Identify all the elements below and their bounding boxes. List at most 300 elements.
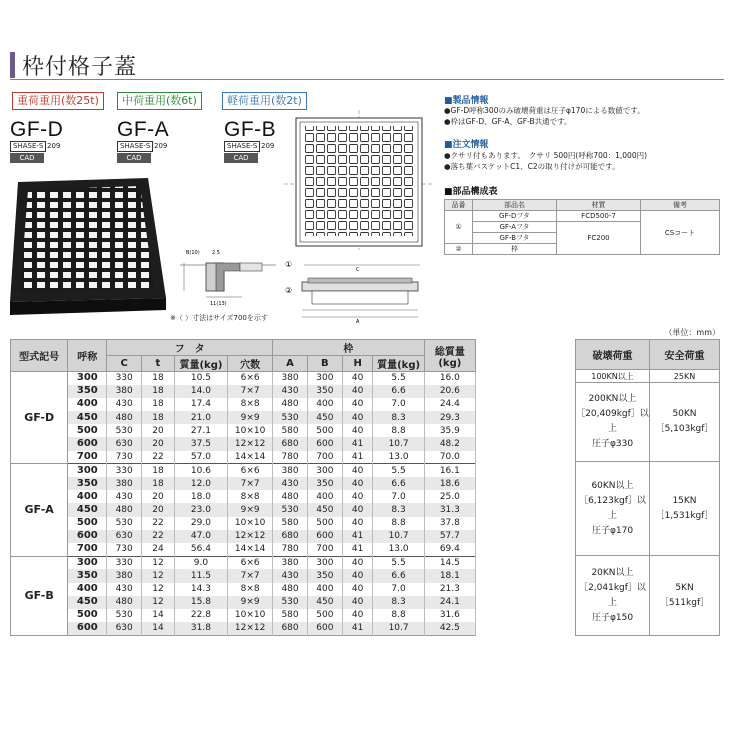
model-name-gfd: GF-D [10, 118, 64, 141]
table-cell: 680 [273, 530, 308, 543]
table-cell: 530 [273, 596, 308, 609]
table-cell: 12×12 [228, 437, 273, 450]
model-cell: GF-A [11, 464, 68, 556]
shase-number: 209 [47, 142, 61, 150]
table-cell: 12 [142, 569, 175, 582]
table-cell: 400 [307, 490, 342, 503]
break-load-gfb: 20KN以上 ［2,041kgf］以上 圧子φ150 [576, 556, 650, 636]
table-cell: 330 [107, 372, 142, 385]
table-row [11, 490, 476, 503]
table-cell: 500 [68, 424, 107, 437]
safe-load-gfd: 50KN ［5,103kgf］ [650, 383, 720, 462]
cad-badge: CAD [224, 153, 258, 163]
table-cell: 7×7 [228, 477, 273, 490]
parts-header: 材質 [557, 200, 641, 211]
table-cell: 40 [342, 569, 373, 582]
table-row [11, 583, 476, 596]
table-cell: 41 [342, 451, 373, 464]
table-cell: 530 [107, 424, 142, 437]
table-cell: 700 [307, 451, 342, 464]
table-cell: 40 [342, 372, 373, 385]
table-cell: 23.0 [174, 503, 227, 516]
table-cell: 41 [342, 543, 373, 556]
table-cell: 40 [342, 398, 373, 411]
table-cell: 500 [307, 609, 342, 622]
table-cell: 40 [342, 424, 373, 437]
table-cell: 450 [307, 411, 342, 424]
table-cell: 580 [273, 609, 308, 622]
table-cell: 6×6 [228, 556, 273, 569]
table-cell: 400 [68, 490, 107, 503]
title-accent-bar [10, 52, 15, 78]
table-cell: 22 [142, 517, 175, 530]
table-cell: 600 [68, 437, 107, 450]
table-cell: 380 [107, 477, 142, 490]
safe-load-300: 25KN [650, 370, 720, 383]
table-cell: 18.6 [424, 477, 475, 490]
table-cell: 47.0 [174, 530, 227, 543]
table-cell: 18 [142, 385, 175, 398]
col-lid: フ タ [107, 340, 273, 356]
table-cell: 21.0 [174, 411, 227, 424]
table-cell: 330 [107, 464, 142, 477]
table-cell: 380 [107, 569, 142, 582]
table-cell: 480 [107, 503, 142, 516]
table-cell: 430 [273, 569, 308, 582]
col-t: t [142, 356, 175, 372]
table-cell: 430 [107, 398, 142, 411]
table-cell: 430 [273, 385, 308, 398]
table-cell: 630 [107, 437, 142, 450]
table-cell: 12 [142, 583, 175, 596]
table-cell: 350 [68, 477, 107, 490]
tag-heavy-load: 重荷重用(数25t) [12, 92, 104, 110]
table-cell: 400 [68, 398, 107, 411]
model-name-gfa: GF-A [117, 118, 170, 141]
table-cell: 7×7 [228, 385, 273, 398]
table-cell: 350 [68, 569, 107, 582]
col-h: H [342, 356, 373, 372]
tag-medium-load: 中荷重用(数6t) [117, 92, 202, 110]
parts-header: 部品名 [473, 200, 557, 211]
drawing-note: ※（ ）寸法はサイズ700を示す [170, 314, 268, 322]
table-cell: 20 [142, 424, 175, 437]
table-cell: 31.6 [424, 609, 475, 622]
shase-badge: SHASE-S [10, 141, 46, 152]
parts-name: GF-Dフタ [473, 211, 557, 222]
table-cell: 600 [68, 530, 107, 543]
table-cell: 530 [273, 503, 308, 516]
table-cell: 20 [142, 437, 175, 450]
table-cell: 600 [307, 437, 342, 450]
parts-header: 品番 [445, 200, 473, 211]
table-row [11, 543, 476, 556]
table-cell: 530 [273, 411, 308, 424]
break-load-gfd: 200KN以上 ［20,409kgf］以上 圧子φ330 [576, 383, 650, 462]
table-cell: 400 [307, 398, 342, 411]
product-info-heading: ■製品情報 [444, 96, 489, 106]
table-cell: 10.7 [373, 437, 424, 450]
parts-table [444, 199, 720, 255]
table-row [11, 530, 476, 543]
col-lid-mass: 質量(kg) [174, 356, 227, 372]
table-cell: 530 [107, 609, 142, 622]
table-cell: 40 [342, 411, 373, 424]
table-cell: 31.8 [174, 622, 227, 635]
table-row [11, 437, 476, 450]
dim-label-b: B(10) [186, 250, 200, 256]
table-cell: 380 [273, 372, 308, 385]
table-cell: 700 [68, 451, 107, 464]
table-cell: 630 [107, 530, 142, 543]
table-cell: 450 [307, 503, 342, 516]
table-cell: 57.7 [424, 530, 475, 543]
parts-heading: ■部品構成表 [444, 187, 498, 197]
table-row [11, 609, 476, 622]
table-cell: 69.4 [424, 543, 475, 556]
col-total-unit: (kg) [438, 357, 462, 369]
table-cell: 8.3 [373, 596, 424, 609]
table-cell: 40 [342, 556, 373, 569]
parts-header: 備考 [641, 200, 720, 211]
table-cell: 10.6 [174, 464, 227, 477]
table-cell: 20 [142, 503, 175, 516]
col-holes: 穴数 [228, 356, 273, 372]
col-frame: 枠 [273, 340, 425, 356]
table-cell: 500 [68, 609, 107, 622]
col-safe-load: 安全荷重 [650, 340, 720, 370]
table-cell: 12×12 [228, 530, 273, 543]
table-cell: 8.3 [373, 411, 424, 424]
table-cell: 400 [307, 583, 342, 596]
table-cell: 480 [273, 583, 308, 596]
table-cell: 350 [68, 385, 107, 398]
table-cell: 9.0 [174, 556, 227, 569]
table-cell: 330 [107, 556, 142, 569]
table-row [11, 451, 476, 464]
cad-badge: CAD [117, 153, 151, 163]
table-cell: 300 [68, 464, 107, 477]
table-cell: 7.0 [373, 583, 424, 596]
spec-table [10, 339, 476, 636]
parts-material: FC200 [557, 222, 641, 255]
table-cell: 40 [342, 385, 373, 398]
table-cell: 40 [342, 503, 373, 516]
table-row [11, 517, 476, 530]
model-name-gfb: GF-B [224, 118, 277, 141]
table-cell: 18 [142, 372, 175, 385]
table-cell: 8.8 [373, 424, 424, 437]
load-table [575, 339, 720, 636]
table-cell: 530 [107, 517, 142, 530]
model-cell: GF-D [11, 372, 68, 464]
table-row [11, 411, 476, 424]
table-row [11, 622, 476, 635]
table-cell: 17.4 [174, 398, 227, 411]
table-cell: 10.7 [373, 530, 424, 543]
table-cell: 9×9 [228, 503, 273, 516]
part-callout-2: ② [285, 286, 293, 295]
table-cell: 27.1 [174, 424, 227, 437]
col-size: 呼称 [68, 340, 107, 372]
table-cell: 600 [307, 622, 342, 635]
table-cell: 12 [142, 556, 175, 569]
table-cell: 41 [342, 622, 373, 635]
table-cell: 300 [307, 372, 342, 385]
table-cell: 35.9 [424, 424, 475, 437]
table-cell: 10×10 [228, 609, 273, 622]
table-cell: 25.0 [424, 490, 475, 503]
col-b: B [307, 356, 342, 372]
table-cell: 7×7 [228, 569, 273, 582]
table-cell: 6.6 [373, 477, 424, 490]
table-cell: 500 [307, 517, 342, 530]
table-cell: 41 [342, 437, 373, 450]
table-cell: 14×14 [228, 451, 273, 464]
table-cell: 40 [342, 490, 373, 503]
table-cell: 6×6 [228, 464, 273, 477]
table-cell: 24 [142, 543, 175, 556]
table-cell: 16.0 [424, 372, 475, 385]
table-row [11, 556, 476, 569]
table-cell: 14.0 [174, 385, 227, 398]
dim-label-25: 2.5 [212, 250, 220, 256]
table-cell: 300 [68, 372, 107, 385]
table-cell: 13.0 [373, 543, 424, 556]
table-row [11, 424, 476, 437]
table-cell: 480 [107, 596, 142, 609]
page-title: 枠付格子蓋 [22, 55, 138, 80]
table-cell: 10×10 [228, 424, 273, 437]
table-cell: 40 [342, 609, 373, 622]
table-cell: 5.5 [373, 464, 424, 477]
col-c: C [107, 356, 142, 372]
table-cell: 40 [342, 464, 373, 477]
table-row [11, 372, 476, 385]
shase-badge: SHASE-S [224, 141, 260, 152]
table-cell: 40 [342, 583, 373, 596]
table-cell: 10.7 [373, 622, 424, 635]
table-cell: 700 [68, 543, 107, 556]
table-cell: 300 [307, 464, 342, 477]
table-cell: 12×12 [228, 622, 273, 635]
table-cell: 56.4 [174, 543, 227, 556]
col-model: 型式記号 [11, 340, 68, 372]
table-cell: 14 [142, 622, 175, 635]
parts-material: FCD500-7 [557, 211, 641, 222]
table-cell: 41 [342, 530, 373, 543]
table-cell: 480 [273, 490, 308, 503]
table-cell: 350 [307, 569, 342, 582]
table-cell: 6.6 [373, 569, 424, 582]
col-total-label: 総質量 [434, 346, 465, 358]
table-cell: 18 [142, 464, 175, 477]
table-cell: 18 [142, 398, 175, 411]
table-row [11, 464, 476, 477]
table-cell: 400 [68, 583, 107, 596]
table-row [11, 398, 476, 411]
table-cell: 580 [273, 424, 308, 437]
table-cell: 10.5 [174, 372, 227, 385]
table-cell: 8.8 [373, 609, 424, 622]
table-cell: 450 [307, 596, 342, 609]
table-cell: 9×9 [228, 596, 273, 609]
table-cell: 8×8 [228, 583, 273, 596]
order-info-line: ●落ち葉バスケットC1、C2の取り付けが可能です。 [444, 162, 620, 171]
table-cell: 57.0 [174, 451, 227, 464]
table-cell: 18 [142, 477, 175, 490]
table-row [11, 503, 476, 516]
table-cell: 40 [342, 596, 373, 609]
table-cell: 22 [142, 530, 175, 543]
table-row [11, 385, 476, 398]
dim-label-a: A [356, 319, 360, 325]
table-cell: 6×6 [228, 372, 273, 385]
parts-number: ① [445, 211, 473, 244]
shase-number: 209 [154, 142, 168, 150]
table-cell: 780 [273, 543, 308, 556]
table-cell: 8×8 [228, 490, 273, 503]
table-cell: 20 [142, 490, 175, 503]
shase-number: 209 [261, 142, 275, 150]
break-load-300: 100KN以上 [576, 370, 650, 383]
table-cell: 380 [273, 556, 308, 569]
parts-note: CSコート [641, 211, 720, 255]
table-cell: 22.8 [174, 609, 227, 622]
table-cell: 12.0 [174, 477, 227, 490]
table-cell: 40 [342, 477, 373, 490]
parts-name: GF-Aフタ [473, 222, 557, 233]
table-cell: 31.3 [424, 503, 475, 516]
plan-drawing [282, 110, 437, 325]
table-cell: 13.0 [373, 451, 424, 464]
table-cell: 18 [142, 411, 175, 424]
table-cell: 5.5 [373, 556, 424, 569]
table-cell: 430 [107, 490, 142, 503]
model-cell: GF-B [11, 556, 68, 635]
table-cell: 18.1 [424, 569, 475, 582]
table-cell: 20.6 [424, 385, 475, 398]
table-cell: 600 [307, 530, 342, 543]
table-cell: 24.1 [424, 596, 475, 609]
table-cell: 24.4 [424, 398, 475, 411]
table-cell: 680 [273, 437, 308, 450]
table-cell: 300 [307, 556, 342, 569]
table-cell: 450 [68, 596, 107, 609]
table-cell: 14×14 [228, 543, 273, 556]
safe-load-gfb: 5KN ［511kgf］ [650, 556, 720, 636]
cad-badge: CAD [10, 153, 44, 163]
table-row [11, 477, 476, 490]
table-cell: 680 [273, 622, 308, 635]
table-cell: 730 [107, 543, 142, 556]
table-cell: 29.3 [424, 411, 475, 424]
table-cell: 630 [107, 622, 142, 635]
table-cell: 40 [342, 517, 373, 530]
table-cell: 500 [307, 424, 342, 437]
table-cell: 11.5 [174, 569, 227, 582]
table-cell: 300 [68, 556, 107, 569]
safe-load-gfa: 15KN ［1,531kgf］ [650, 462, 720, 556]
table-cell: 380 [273, 464, 308, 477]
table-row [11, 596, 476, 609]
table-cell: 380 [107, 385, 142, 398]
table-cell: 6.6 [373, 385, 424, 398]
grate-product-image [8, 170, 168, 320]
table-cell: 37.8 [424, 517, 475, 530]
table-cell: 8.3 [373, 503, 424, 516]
order-info-line: ●クサリ付もあります。 クサリ 500円(呼称700：1,000円) [444, 151, 648, 160]
table-cell: 5.5 [373, 372, 424, 385]
product-info-line: ●GF-D呼称300のみ破壊荷重は圧子φ170による数値です。 [444, 106, 645, 115]
col-total [424, 340, 475, 372]
table-cell: 48.2 [424, 437, 475, 450]
table-cell: 730 [107, 451, 142, 464]
table-cell: 600 [68, 622, 107, 635]
table-cell: 450 [68, 503, 107, 516]
parts-name: GF-Bフタ [473, 233, 557, 244]
product-info-line: ●枠はGF-D、GF-A、GF-B共通です。 [444, 117, 572, 126]
dim-label-h: 11(13) [210, 301, 227, 307]
table-cell: 430 [273, 477, 308, 490]
table-cell: 42.5 [424, 622, 475, 635]
table-cell: 70.0 [424, 451, 475, 464]
table-cell: 580 [273, 517, 308, 530]
table-cell: 450 [68, 411, 107, 424]
table-cell: 12 [142, 596, 175, 609]
table-cell: 10×10 [228, 517, 273, 530]
table-cell: 480 [107, 411, 142, 424]
section-detail-drawing [176, 245, 286, 315]
col-break-load: 破壊荷重 [576, 340, 650, 370]
table-cell: 21.3 [424, 583, 475, 596]
unit-note: （単位：mm） [664, 328, 720, 337]
table-cell: 480 [273, 398, 308, 411]
table-cell: 780 [273, 451, 308, 464]
shase-badge: SHASE-S [117, 141, 153, 152]
part-callout-1: ① [285, 260, 293, 269]
table-cell: 37.5 [174, 437, 227, 450]
dim-label-c: C [356, 267, 360, 273]
table-cell: 700 [307, 543, 342, 556]
table-row [11, 569, 476, 582]
table-cell: 14 [142, 609, 175, 622]
table-cell: 7.0 [373, 490, 424, 503]
table-cell: 500 [68, 517, 107, 530]
col-frame-mass: 質量(kg) [373, 356, 424, 372]
table-cell: 16.1 [424, 464, 475, 477]
order-info-heading: ■注文情報 [444, 140, 489, 150]
table-cell: 8×8 [228, 398, 273, 411]
table-cell: 9×9 [228, 411, 273, 424]
table-cell: 29.0 [174, 517, 227, 530]
parts-name: 枠 [473, 244, 557, 255]
table-cell: 8.8 [373, 517, 424, 530]
break-load-gfa: 60KN以上 ［6,123kgf］以上 圧子φ170 [576, 462, 650, 556]
table-cell: 22 [142, 451, 175, 464]
table-cell: 430 [107, 583, 142, 596]
table-cell: 14.5 [424, 556, 475, 569]
table-cell: 350 [307, 385, 342, 398]
table-cell: 14.3 [174, 583, 227, 596]
tag-light-load: 軽荷重用(数2t) [222, 92, 307, 110]
table-cell: 18.0 [174, 490, 227, 503]
col-a: A [273, 356, 308, 372]
table-cell: 15.8 [174, 596, 227, 609]
table-cell: 350 [307, 477, 342, 490]
table-cell: 7.0 [373, 398, 424, 411]
parts-number: ② [445, 244, 473, 255]
